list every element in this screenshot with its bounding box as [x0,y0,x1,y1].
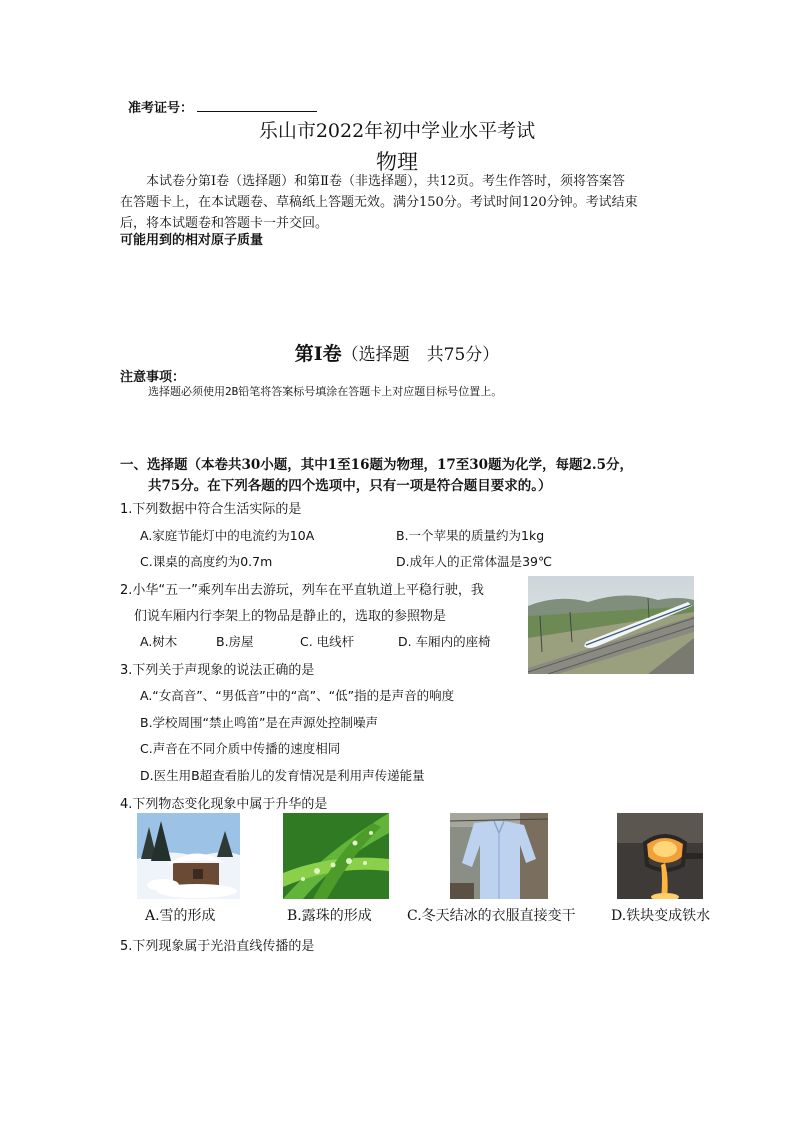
exam-instructions [120,171,680,234]
q2-stem-line-1: 2.小华“五一”乘列车出去游玩，列车在平直轨道上平稳行驶，我 [120,583,484,598]
q4-stem: 4.下列物态变化现象中属于升华的是 [120,797,328,812]
q2-option-b: B.房屋 [216,634,254,649]
q2-option-d: D. 车厢内的座椅 [398,634,491,649]
q2-stem-line-2: 们说车厢内行李架上的物品是静止的，选取的参照物是 [134,609,447,624]
snow-cabin-photo [137,813,240,899]
q3-stem: 3.下列关于声现象的说法正确的是 [120,663,315,678]
q4-option-c: C.冬天结冰的衣服直接变干 [407,908,576,924]
part-title-line-2: 共75分。在下列各题的四个选项中，只有一项是符合题目要求的。） [148,478,552,494]
q4-option-a: A.雪的形成 [145,908,216,924]
q1-option-b: B.一个苹果的质量约为1kg [396,528,545,543]
molten-iron-photo [617,813,703,899]
section-title [0,339,794,366]
notes-label: 注意事项： [120,370,186,385]
section-name: 第Ⅰ卷 [294,343,342,365]
q3-option-a: A.“女高音”、“男低音”中的“高”、“低”指的是声音的响度 [140,688,455,703]
q3-option-d: D.医生用B超查看胎儿的发育情况是利用声传递能量 [140,768,425,783]
dew-grass-photo [283,813,389,899]
q1-stem: 1.下列数据中符合生活实际的是 [120,502,302,517]
frozen-shirt-photo [450,813,548,899]
instructions-line-1: 本试卷分第Ⅰ卷（选择题）和第Ⅱ卷（非选择题），共12页。考生作答时，须将答案答 [146,174,626,189]
q1-option-c: C.课桌的高度约为0.7m [140,554,273,569]
exam-id-label: 准考证号： [128,101,194,116]
q4-option-b: B.露珠的形成 [287,908,372,924]
instructions-line-2: 在答题卡上，在本试题卷、草稿纸上答题无效。满分150分。考试时间120分钟。考试结束 [120,195,638,210]
part-title [120,455,633,497]
exam-subject: 物理 [376,150,418,174]
part-title-line-1: 一、选择题（本卷共30小题，其中1至16题为物理，17至30题为化学，每题2.5分， [120,457,634,473]
q1-option-d: D.成年人的正常体温是39℃ [396,554,553,569]
q5-stem: 5.下列现象属于光沿直线传播的是 [120,939,315,954]
section-points: （选择题 共75分） [341,345,500,365]
q2-option-a: A.树木 [140,634,178,649]
q2-option-c: C. 电线杆 [300,634,355,649]
exam-id-blank [197,111,317,112]
exam-title: 乐山市2022年初中学业水平考试 [258,120,536,142]
q4-option-d: D.铁块变成铁水 [611,908,711,924]
notes-text: 选择题必须使用2B铅笔将答案标号填涂在答题卡上对应题目标号位置上。 [148,385,503,398]
q1-option-a: A.家庭节能灯中的电流约为10A [140,528,315,543]
instructions-line-3: 后，将本试题卷和答题卡一并交回。 [120,216,329,231]
train-photo [528,576,694,674]
q3-option-b: B.学校周围“禁止鸣笛”是在声源处控制噪声 [140,715,379,730]
q3-option-c: C.声音在不同介质中传播的速度相同 [140,741,341,756]
atomic-mass-heading: 可能用到的相对原子质量 [120,233,264,248]
